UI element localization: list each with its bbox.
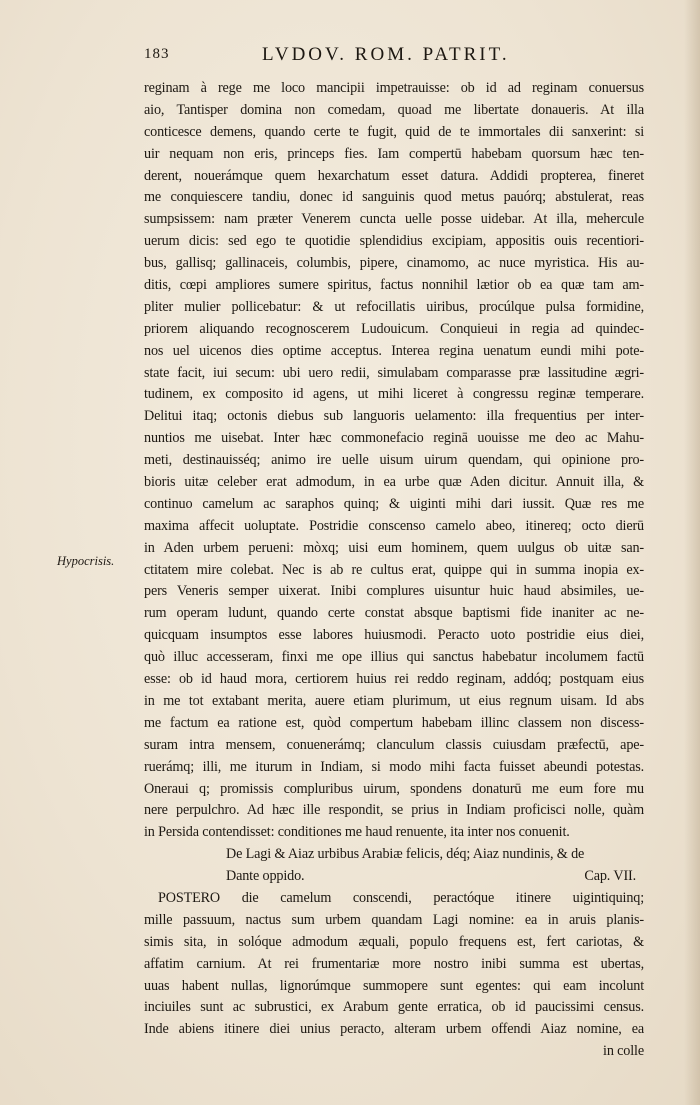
text-line: me factum ea ratione est, quòd compertum habebam illinc classem non discess- [144, 714, 644, 731]
main-text-block [144, 78, 644, 1063]
text-line: pers Veneris semper uixerat. Inibi complures uisuntur huic haud absimiles, ue- [144, 583, 644, 600]
page-number: 183 [144, 46, 170, 62]
chapter-text-line: uuas habent nullas, lignorúmque summopere sunt egentes: qui eam incolunt [144, 977, 644, 994]
text-line: quò illuc accesseram, finxi me ope illius qui sanctus habebatur incolumem factū [144, 649, 644, 666]
text-line: maxima affecit uoluptate. Postridie conscenso camelo abeo, itinereq; octo dierū [144, 517, 644, 534]
chapter-number: Cap. VII. [584, 868, 636, 885]
running-head: LVDOV. ROM. PATRIT. [262, 44, 510, 65]
text-line: conticesce demens, quando certe te fugit, quid de te immortales dii sanxerint: si [144, 123, 644, 140]
text-line: rum operam ludunt, quando certe constat absque baptismi fide inaniter ac ne- [144, 605, 644, 622]
chapter-heading-row [144, 866, 644, 888]
chapter-text-line: simis sita, in solóque admodum æquali, populo frequens est, fert cariotas, & [144, 933, 644, 950]
text-line: reginam à rege me loco mancipii impetrauisse: ob id ad reginam conuersus [144, 80, 644, 96]
catchword: in colle [603, 1043, 644, 1060]
page-header [144, 44, 564, 68]
text-line: continuo camelum ac saraphos quinq; & uiginti mihi dari iussit. Quæ res me [144, 495, 644, 512]
text-line: nos uel uicenos dies optime acceptus. Interea regina uenatum eundi mihi pote- [144, 342, 644, 359]
text-line: uir nequam non eris, princeps fies. Iam compertū habebam quorsum hæc ten- [144, 145, 644, 162]
text-line: derent, nouerámque quem hexarchatum esset datura. Addidi propterea, fineret [144, 167, 644, 184]
text-line: pliter mulier pollicebatur: & ut refocillatis uiribus, procúlque pulsa formidine, [144, 298, 644, 315]
text-line: Delitui itaq; octonis diebus sub languoris uelamento: illa frequentius per inter- [144, 408, 644, 425]
text-line: priorem aliquando recognoscerem Ludouicum. Conquieui in regia ad quindec- [144, 320, 644, 337]
text-line: aio, Tantisper domina non comedam, quoad me libertate donaueris. At illa [144, 101, 644, 118]
marginal-note: Hypocrisis. [57, 554, 115, 568]
text-line: nuntios me uisebat. Inter hæc commonefacio reginā uouisse me deo ac Mahu- [144, 430, 644, 447]
text-line: in Aden urbem perueni: mòxq; uisi eum hominem, quem uulgus ob uitæ san- [144, 539, 644, 556]
text-line: me conquiescere tandiu, donec id sanguinis quod metus pauórq; abstulerat, reas [144, 189, 644, 206]
text-line: in me tot extabant merita, auere etiam plurimum, ut eius regnum uisam. Id abs [144, 692, 644, 709]
text-line: nere perpulchro. Ad hæc ille respondit, se prius in Indiam proficisci nolle, quàm [144, 802, 644, 819]
text-line: quicquam insumptos esse labores huiusmodi. Peracto uoto postridie eius diei, [144, 627, 644, 644]
text-line: suram intra mensem, conuenerámq; clanculum classis cuiusdam præfectū, ape- [144, 736, 644, 753]
text-line: state facit, iui secum: ubi uero redii, simulabam comparasse præ lassitudine ægri- [144, 364, 644, 381]
text-line: meti, destinauisséq; animo ire uelle uisum uirum quendam, qui opinione pro- [144, 452, 644, 469]
text-line: sumpsissem: nam præter Venerem cuncta uelle posse uidebar. At illa, mehercule [144, 211, 644, 228]
chapter-text-line: inciuiles sunt ac subrustici, ex Arabum gente erratica, ob id paucissimi census. [144, 999, 644, 1016]
chapter-text-line: mille passuum, nactus sum urbem quandam Lagi nomine: ea in aruis planis- [144, 911, 644, 928]
chapter-heading-continuation: Dante oppido. [226, 868, 305, 885]
text-line: uerum dicis: sed ego te quotidie splendidius excipiam, appositis ouis recentiori- [144, 233, 644, 250]
page-gutter-shadow [684, 0, 700, 1105]
text-line: esse: ob id haud mora, certiorem huius rei reddo reginam, addóq; postquam eius [144, 671, 644, 688]
text-line: bioris uitæ celeber erat admodum, in ea urbe quæ Aden dicitur. Annuit illa, & [144, 474, 644, 491]
text-line: Oneraui q; promissis compluribus uirum, spondens donaturū me eum fore mu [144, 780, 644, 797]
chapter-text-line: POSTERO die camelum conscendi, peractóque itinere uigintiquinq; [158, 889, 644, 906]
text-line: ditis, cœpi ampliores sumere spiritus, factus nonnihil lætior ob ea quæ tam am- [144, 277, 644, 294]
text-line: in Persida contendisset: conditiones me haud renuente, ita inter nos conuenit. [144, 824, 570, 841]
chapter-text-line: affatim carnium. At rei frumentariæ more nostro inibi summa est ubertas, [144, 955, 644, 972]
text-line: ruerámq; illi, me iturum in Indiam, si modo mihi facta fuisset abeundi potestas. [144, 758, 644, 775]
chapter-heading: De Lagi & Aiaz urbibus Arabiæ felicis, déq; Aiaz nundinis, & de [226, 846, 585, 863]
chapter-text-line: Inde abiens itinere diei unius peracto, alteram urbem offendi Aiaz nomine, ea [144, 1021, 644, 1038]
text-line: bus, gallisq; gallinaceis, columbis, pipere, cinamomo, ac nuce myristica. His au- [144, 255, 644, 272]
text-line: tudinem, ex composito id agens, ut mihi liceret à congressu reginæ temperare. [144, 386, 644, 403]
text-line: ctitatem mire colebat. Nec is ab re cultus erat, quippe qui in summa inopia ex- [144, 561, 644, 578]
